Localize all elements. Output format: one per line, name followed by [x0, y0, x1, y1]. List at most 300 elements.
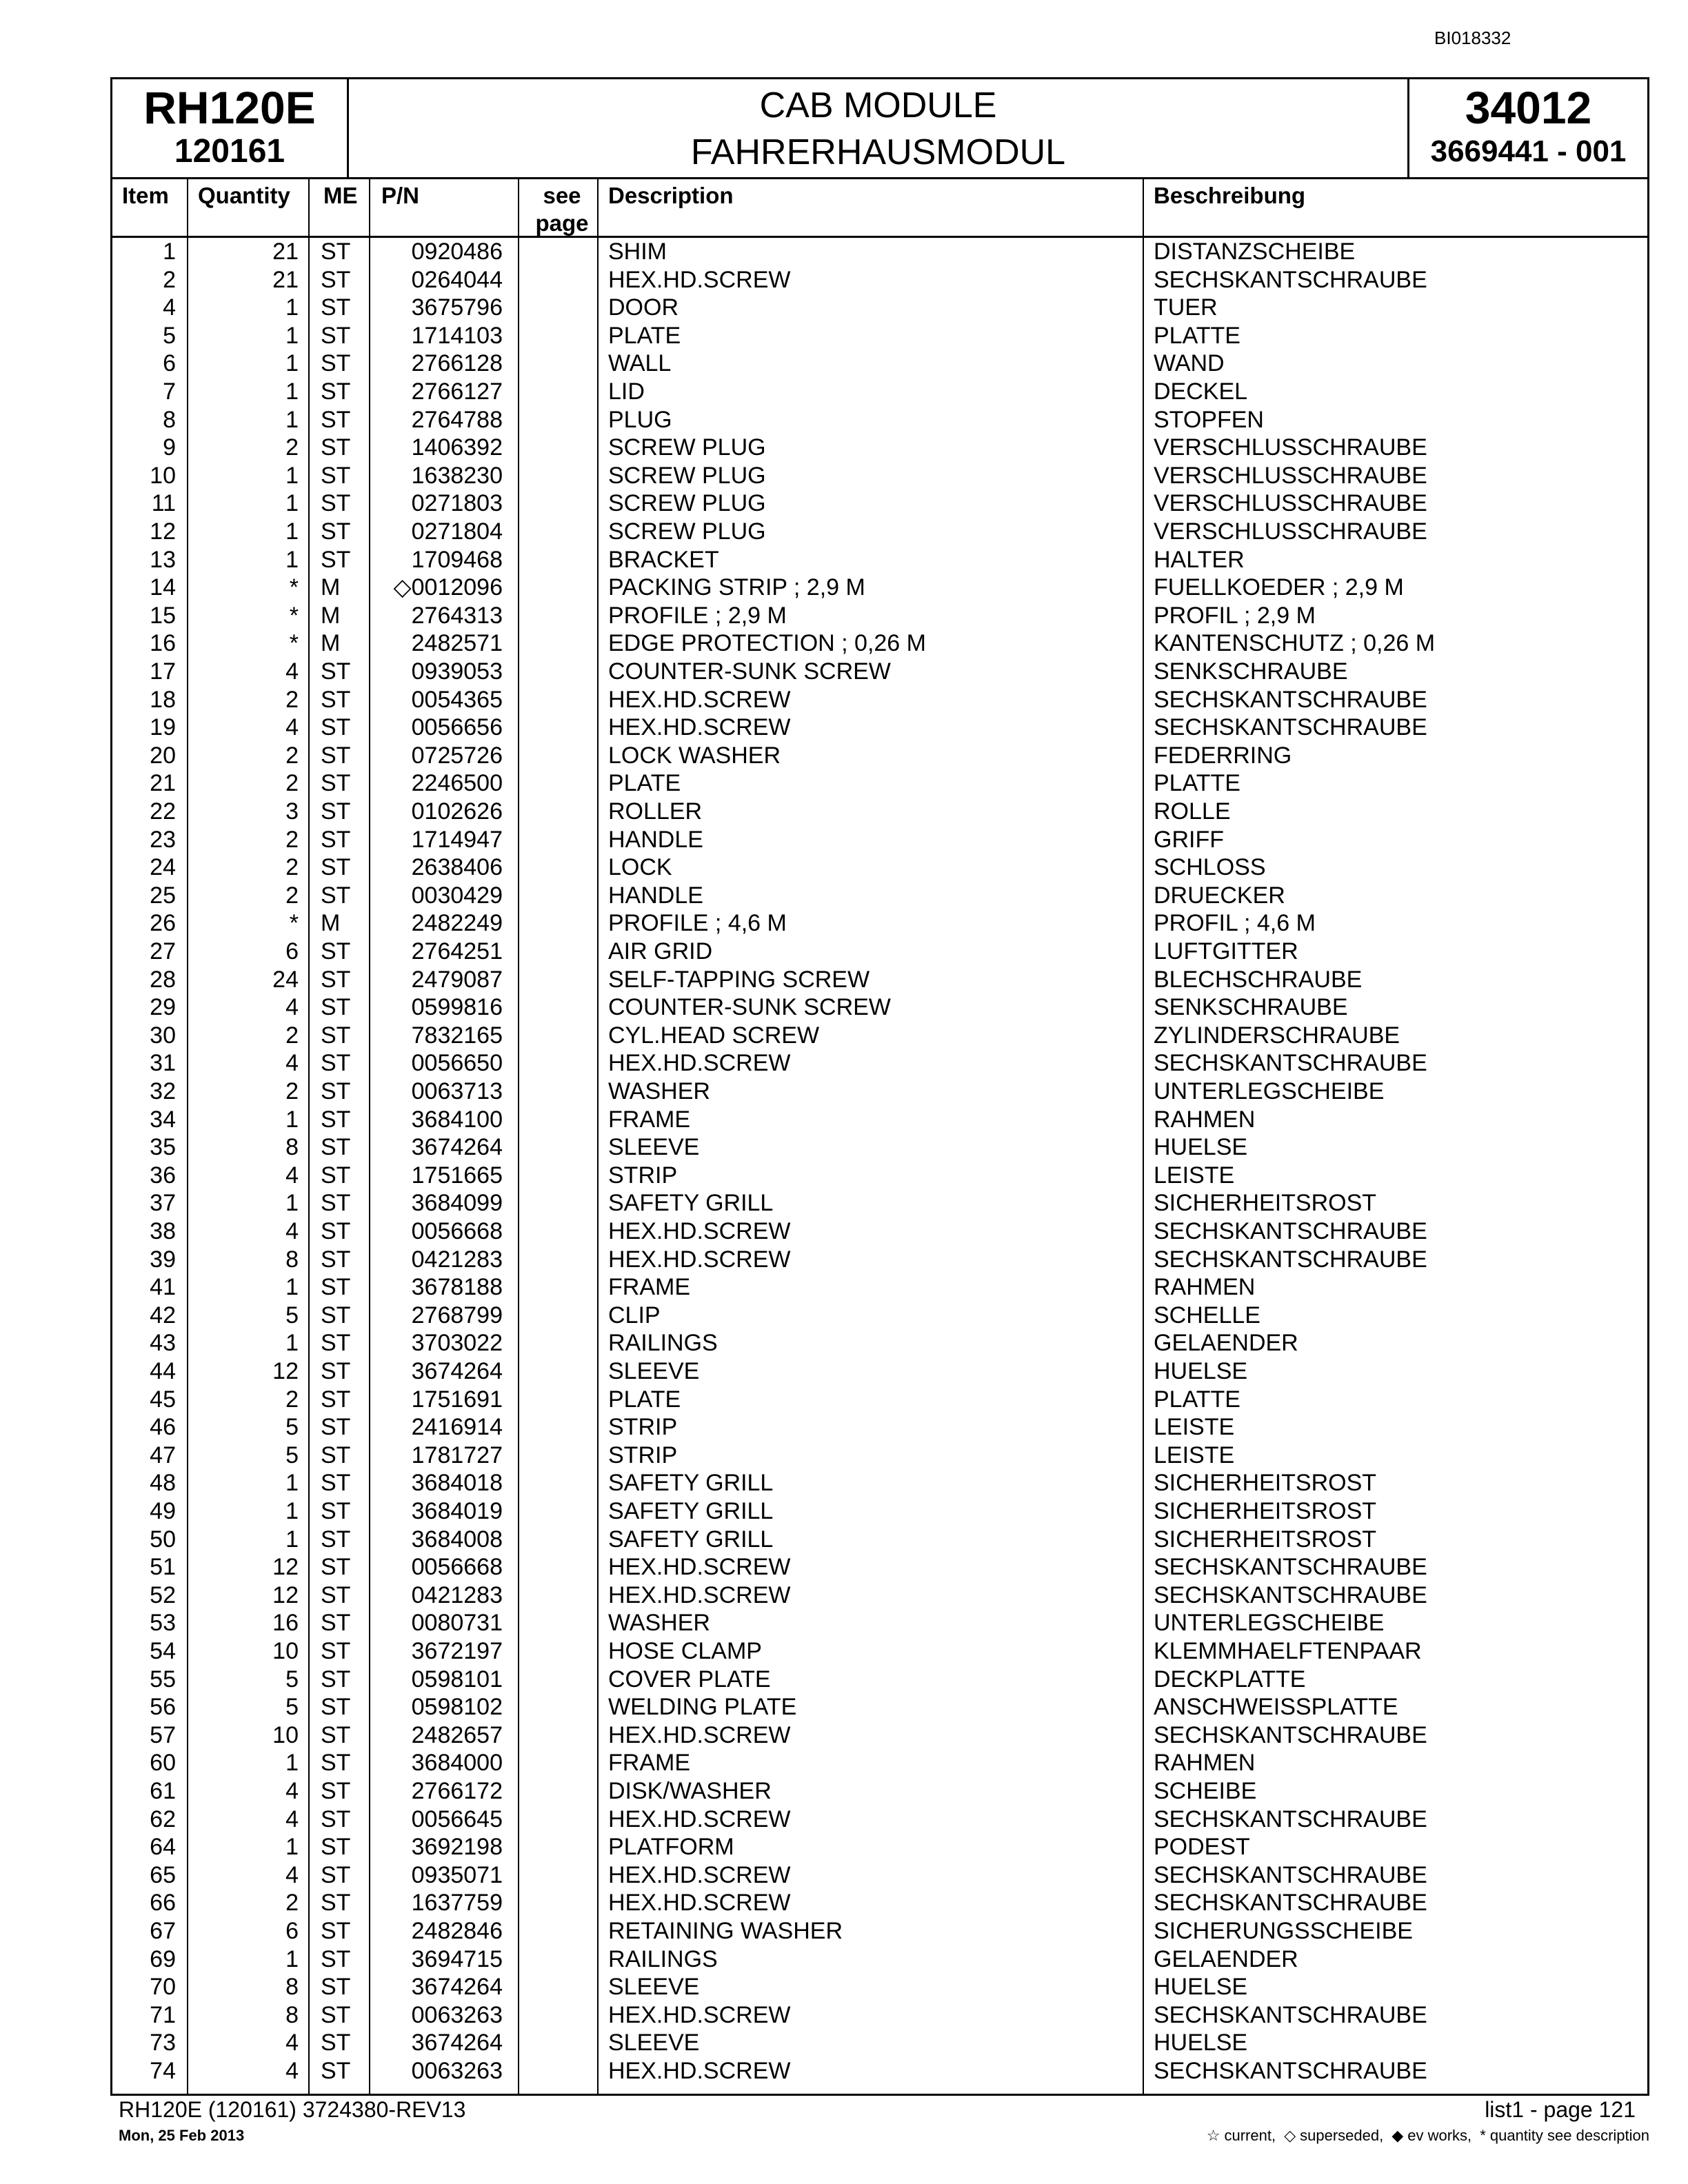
cell-pn: 0063263 — [411, 2001, 503, 2028]
cell-description: HEX.HD.SCREW — [608, 1721, 791, 1748]
table-row — [112, 853, 1647, 882]
cell-beschreibung: SECHSKANTSCHRAUBE — [1154, 686, 1427, 713]
cell-pn: 0264044 — [411, 266, 503, 293]
cell-pn: 0939053 — [411, 658, 503, 685]
cell-me: ST — [321, 378, 351, 405]
header-pn: P/N — [381, 183, 420, 208]
cell-me: ST — [321, 1834, 351, 1861]
table-row — [112, 1693, 1647, 1721]
cell-quantity: 5 — [285, 1414, 299, 1441]
cell-beschreibung: SECHSKANTSCHRAUBE — [1154, 1581, 1427, 1608]
cell-pn: 0271803 — [411, 490, 503, 517]
cell-beschreibung: SECHSKANTSCHRAUBE — [1154, 1218, 1427, 1244]
cell-pn: 0920486 — [411, 239, 503, 265]
cell-me: ST — [321, 266, 351, 293]
table-row — [112, 1217, 1647, 1246]
cell-quantity: 6 — [285, 938, 299, 964]
cell-beschreibung: SECHSKANTSCHRAUBE — [1154, 1050, 1427, 1077]
footer-document-reference: RH120E (120161) 3724380-REV13 — [119, 2097, 466, 2122]
cell-item: 69 — [150, 1945, 176, 1972]
table-row — [112, 1022, 1647, 1050]
cell-quantity: 2 — [285, 854, 299, 881]
cell-description: HEX.HD.SCREW — [608, 1218, 791, 1244]
cell-me: ST — [321, 1638, 351, 1664]
cell-quantity: 4 — [285, 714, 299, 741]
cell-description: SHIM — [608, 239, 667, 265]
cell-item: 44 — [150, 1358, 176, 1384]
cell-pn: 0056645 — [411, 1806, 503, 1832]
cell-description: LOCK WASHER — [608, 742, 781, 769]
cell-description: HEX.HD.SCREW — [608, 2058, 791, 2084]
table-row — [112, 1497, 1647, 1526]
cell-me: ST — [321, 1190, 351, 1217]
table-row — [112, 378, 1647, 406]
cell-pn: 0102626 — [411, 798, 503, 825]
cell-me: M — [321, 910, 341, 937]
cell-pn: 2766127 — [411, 378, 503, 405]
table-row — [112, 1861, 1647, 1890]
cell-item: 50 — [150, 1526, 176, 1553]
table-row — [112, 350, 1647, 378]
cell-quantity: 4 — [285, 1861, 299, 1888]
cell-description: STRIP — [608, 1442, 678, 1468]
cell-item: 12 — [150, 518, 176, 545]
cell-description: HEX.HD.SCREW — [608, 1581, 791, 1608]
cell-me: ST — [321, 239, 351, 265]
table-row — [112, 658, 1647, 686]
cell-item: 42 — [150, 1302, 176, 1328]
cell-me: ST — [321, 2058, 351, 2084]
table-row — [112, 1302, 1647, 1330]
cell-quantity: 12 — [272, 1358, 299, 1384]
cell-description: HEX.HD.SCREW — [608, 1890, 791, 1917]
cell-pn: 1751665 — [411, 1162, 503, 1189]
cell-quantity: 1 — [285, 1274, 299, 1301]
table-row — [112, 1442, 1647, 1470]
cell-me: ST — [321, 798, 351, 825]
cell-item: 66 — [150, 1890, 176, 1917]
cell-quantity: 4 — [285, 2030, 299, 2056]
cell-beschreibung: PLATTE — [1154, 322, 1240, 349]
cell-item: 22 — [150, 798, 176, 825]
cell-description: HEX.HD.SCREW — [608, 266, 791, 293]
cell-pn: 3684018 — [411, 1470, 503, 1497]
cell-me: ST — [321, 994, 351, 1021]
table-row — [112, 1413, 1647, 1442]
table-row — [112, 742, 1647, 770]
legend-ev-works: ev works, — [1407, 2127, 1472, 2144]
cell-quantity: 1 — [285, 1106, 299, 1133]
cell-item: 49 — [150, 1498, 176, 1524]
cell-me: ST — [321, 1078, 351, 1104]
table-row — [112, 406, 1647, 434]
cell-pn: 2482846 — [411, 1918, 503, 1944]
cell-beschreibung: PLATTE — [1154, 770, 1240, 797]
cell-item: 37 — [150, 1190, 176, 1217]
header-description: Description — [608, 183, 734, 208]
cell-quantity: 1 — [285, 294, 299, 321]
cell-beschreibung: STOPFEN — [1154, 406, 1264, 433]
cell-quantity: 1 — [285, 1330, 299, 1357]
cell-pn: 2768799 — [411, 1302, 503, 1328]
group-number: 34012 — [1465, 82, 1592, 133]
cell-me: ST — [321, 1861, 351, 1888]
cell-beschreibung: SECHSKANTSCHRAUBE — [1154, 1806, 1427, 1832]
title-english: CAB MODULE — [759, 85, 997, 125]
cell-item: 38 — [150, 1218, 176, 1244]
cell-beschreibung: ROLLE — [1154, 798, 1231, 825]
cell-description: PLUG — [608, 406, 672, 433]
cell-pn: 2482657 — [411, 1721, 503, 1748]
cell-quantity: 1 — [285, 546, 299, 573]
cell-description: SCREW PLUG — [608, 462, 766, 489]
header-see-page — [528, 179, 596, 236]
cell-quantity: 4 — [285, 1050, 299, 1077]
cell-me: ST — [321, 1470, 351, 1497]
header-me: ME — [323, 183, 358, 208]
cell-item: 39 — [150, 1246, 176, 1273]
cell-beschreibung: VERSCHLUSSCHRAUBE — [1154, 434, 1427, 461]
cell-me: M — [321, 602, 341, 629]
cell-me: ST — [321, 1218, 351, 1244]
cell-pn: 0056668 — [411, 1554, 503, 1581]
cell-item: 1 — [163, 239, 176, 265]
cell-quantity: 21 — [272, 266, 299, 293]
cell-item: 47 — [150, 1442, 176, 1468]
cell-me: ST — [321, 742, 351, 769]
table-row — [112, 1553, 1647, 1581]
cell-beschreibung: DECKEL — [1154, 378, 1248, 405]
cell-description: SAFETY GRILL — [608, 1190, 774, 1217]
cell-me: ST — [321, 1694, 351, 1721]
cell-me: ST — [321, 1526, 351, 1553]
table-row — [112, 1049, 1647, 1078]
cell-beschreibung: HUELSE — [1154, 1974, 1248, 2001]
cell-item: 20 — [150, 742, 176, 769]
cell-item: 54 — [150, 1638, 176, 1664]
cell-pn: 2482249 — [411, 910, 503, 937]
cell-item: 61 — [150, 1778, 176, 1804]
cell-beschreibung: SECHSKANTSCHRAUBE — [1154, 1554, 1427, 1581]
cell-quantity: 8 — [285, 1974, 299, 2001]
cell-description: SAFETY GRILL — [608, 1498, 774, 1524]
cell-me: ST — [321, 1134, 351, 1161]
cell-beschreibung: SICHERUNGSSCHEIBE — [1154, 1918, 1413, 1944]
cell-quantity: 10 — [272, 1721, 299, 1748]
table-row — [112, 826, 1647, 854]
cell-me: ST — [321, 1610, 351, 1637]
cell-pn: 1406392 — [411, 434, 503, 461]
cell-pn: 3678188 — [411, 1274, 503, 1301]
cell-me: ST — [321, 462, 351, 489]
cell-description: HEX.HD.SCREW — [608, 1554, 791, 1581]
cell-beschreibung: FUELLKOEDER ; 2,9 M — [1154, 574, 1404, 601]
cell-me: ST — [321, 1721, 351, 1748]
cell-pn: 3672197 — [411, 1638, 503, 1664]
cell-beschreibung: SECHSKANTSCHRAUBE — [1154, 1246, 1427, 1273]
cell-item: 30 — [150, 1022, 176, 1049]
cell-pn: 3684000 — [411, 1750, 503, 1777]
cell-item: 21 — [150, 770, 176, 797]
cell-beschreibung: LEISTE — [1154, 1414, 1235, 1441]
cell-item: 16 — [150, 630, 176, 657]
table-row — [112, 909, 1647, 938]
cell-me: ST — [321, 686, 351, 713]
cell-description: PROFILE ; 4,6 M — [608, 910, 787, 937]
cell-description: CYL.HEAD SCREW — [608, 1022, 820, 1049]
cell-item: 18 — [150, 686, 176, 713]
cell-description: HEX.HD.SCREW — [608, 686, 791, 713]
table-row — [112, 1609, 1647, 1637]
table-row — [112, 2029, 1647, 2057]
cell-beschreibung: DECKPLATTE — [1154, 1666, 1306, 1692]
cell-me: ST — [321, 1778, 351, 1804]
cell-me: ST — [321, 1554, 351, 1581]
cell-description: PROFILE ; 2,9 M — [608, 602, 787, 629]
cell-item: 36 — [150, 1162, 176, 1189]
table-row — [112, 294, 1647, 322]
cell-description: LOCK — [608, 854, 672, 881]
header-item: Item — [122, 183, 169, 208]
cell-description: SLEEVE — [608, 1134, 700, 1161]
cell-quantity: 4 — [285, 1162, 299, 1189]
cell-description: HEX.HD.SCREW — [608, 1246, 791, 1273]
table-row — [112, 1357, 1647, 1386]
cell-quantity: 1 — [285, 490, 299, 517]
cell-pn: 0598101 — [411, 1666, 503, 1692]
table-row — [112, 1637, 1647, 1666]
table-row — [112, 266, 1647, 294]
header — [112, 79, 1647, 179]
cell-description: FRAME — [608, 1750, 690, 1777]
cell-pn: 3692198 — [411, 1834, 503, 1861]
cell-item: 71 — [150, 2001, 176, 2028]
cell-quantity: 1 — [285, 1834, 299, 1861]
cell-quantity: 16 — [272, 1610, 299, 1637]
cell-item: 35 — [150, 1134, 176, 1161]
cell-pn: 3684019 — [411, 1498, 503, 1524]
cell-item: 7 — [163, 378, 176, 405]
cell-quantity: 2 — [285, 1078, 299, 1104]
cell-beschreibung: TUER — [1154, 294, 1218, 321]
cell-quantity: 4 — [285, 658, 299, 685]
legend-superseded: superseded, — [1300, 2127, 1384, 2144]
cell-beschreibung: SICHERHEITSROST — [1154, 1190, 1377, 1217]
cell-pn: 3674264 — [411, 1134, 503, 1161]
table-row — [112, 1246, 1647, 1274]
cell-description: BRACKET — [608, 546, 719, 573]
cell-item: 45 — [150, 1386, 176, 1413]
cell-pn: 0725726 — [411, 742, 503, 769]
cell-description: PLATE — [608, 770, 681, 797]
cell-item: 15 — [150, 602, 176, 629]
cell-beschreibung: DISTANZSCHEIBE — [1154, 239, 1356, 265]
cell-me: ST — [321, 518, 351, 545]
cell-pn: 0056650 — [411, 1050, 503, 1077]
cell-me: ST — [321, 1442, 351, 1468]
cell-pn: 2764788 — [411, 406, 503, 433]
cell-description: CLIP — [608, 1302, 661, 1328]
header-see: see — [543, 183, 581, 208]
footer-page-info: list1 - page 121 — [1485, 2097, 1636, 2122]
cell-quantity: 3 — [285, 798, 299, 825]
cell-me: ST — [321, 1302, 351, 1328]
table-row — [112, 1806, 1647, 1834]
cell-item: 53 — [150, 1610, 176, 1637]
cell-quantity: 8 — [285, 1134, 299, 1161]
cell-me: ST — [321, 1050, 351, 1077]
cell-item: 55 — [150, 1666, 176, 1692]
cell-beschreibung: PROFIL ; 2,9 M — [1154, 602, 1316, 629]
table-row — [112, 2057, 1647, 2085]
table-row — [112, 1666, 1647, 1694]
cell-me: ST — [321, 1498, 351, 1524]
cell-description: SLEEVE — [608, 2030, 700, 2056]
cell-item: 43 — [150, 1330, 176, 1357]
cell-me: ST — [321, 1162, 351, 1189]
cell-beschreibung: HALTER — [1154, 546, 1245, 573]
table-row — [112, 1945, 1647, 1974]
cell-beschreibung: WAND — [1154, 350, 1225, 377]
cell-description: EDGE PROTECTION ; 0,26 M — [608, 630, 926, 657]
table-row — [112, 1133, 1647, 1162]
cell-beschreibung: SECHSKANTSCHRAUBE — [1154, 2001, 1427, 2028]
cell-pn: 0598102 — [411, 1694, 503, 1721]
cell-pn: ◇0012096 — [393, 574, 503, 601]
cell-beschreibung: GELAENDER — [1154, 1945, 1298, 1972]
cell-pn: 1709468 — [411, 546, 503, 573]
cell-item: 34 — [150, 1106, 176, 1133]
cell-description: RAILINGS — [608, 1945, 718, 1972]
cell-pn: 2246500 — [411, 770, 503, 797]
cell-me: M — [321, 574, 341, 601]
cell-pn: 0271804 — [411, 518, 503, 545]
cell-item: 65 — [150, 1861, 176, 1888]
cell-pn: 3703022 — [411, 1330, 503, 1357]
cell-quantity: 1 — [285, 462, 299, 489]
cell-pn: 3694715 — [411, 1945, 503, 1972]
cell-item: 6 — [163, 350, 176, 377]
cell-beschreibung: ZYLINDERSCHRAUBE — [1154, 1022, 1400, 1049]
cell-me: ST — [321, 826, 351, 853]
cell-pn: 0063263 — [411, 2058, 503, 2084]
cell-quantity: * — [289, 574, 299, 601]
cell-beschreibung: DRUECKER — [1154, 882, 1285, 909]
cell-quantity: 6 — [285, 1918, 299, 1944]
cell-item: 52 — [150, 1581, 176, 1608]
cell-item: 17 — [150, 658, 176, 685]
cell-beschreibung: LEISTE — [1154, 1162, 1235, 1189]
cell-description: AIR GRID — [608, 938, 713, 964]
cell-item: 46 — [150, 1414, 176, 1441]
cell-beschreibung: KANTENSCHUTZ ; 0,26 M — [1154, 630, 1436, 657]
cell-beschreibung: SCHEIBE — [1154, 1778, 1257, 1804]
cell-quantity: 4 — [285, 994, 299, 1021]
cell-description: SAFETY GRILL — [608, 1526, 774, 1553]
cell-description: COUNTER-SUNK SCREW — [608, 994, 891, 1021]
cell-beschreibung: SCHLOSS — [1154, 854, 1266, 881]
cell-quantity: 2 — [285, 686, 299, 713]
cell-quantity: 1 — [285, 378, 299, 405]
cell-quantity: 10 — [272, 1638, 299, 1664]
table-row — [112, 1189, 1647, 1217]
cell-quantity: 1 — [285, 406, 299, 433]
cell-item: 5 — [163, 322, 176, 349]
cell-pn: 0080731 — [411, 1610, 503, 1637]
cell-quantity: 1 — [285, 1526, 299, 1553]
cell-description: PLATFORM — [608, 1834, 734, 1861]
cell-description: WASHER — [608, 1610, 710, 1637]
cell-me: ST — [321, 1806, 351, 1832]
cell-item: 23 — [150, 826, 176, 853]
cell-quantity: * — [289, 630, 299, 657]
cell-quantity: 4 — [285, 1218, 299, 1244]
legend — [1203, 2127, 1649, 2145]
serial-number: 120161 — [174, 133, 285, 170]
cell-item: 32 — [150, 1078, 176, 1104]
cell-quantity: 4 — [285, 1778, 299, 1804]
cell-me: ST — [321, 294, 351, 321]
cell-quantity: 24 — [272, 966, 299, 993]
table-row — [112, 769, 1647, 798]
cell-quantity: 2 — [285, 826, 299, 853]
table-row — [112, 714, 1647, 742]
cell-item: 51 — [150, 1554, 176, 1581]
cell-item: 41 — [150, 1274, 176, 1301]
cell-item: 57 — [150, 1721, 176, 1748]
cell-me: M — [321, 630, 341, 657]
cell-item: 8 — [163, 406, 176, 433]
table-row — [112, 1526, 1647, 1554]
cell-beschreibung: UNTERLEGSCHEIBE — [1154, 1610, 1385, 1637]
cell-quantity: 4 — [285, 1806, 299, 1832]
table-row — [112, 518, 1647, 546]
cell-beschreibung: SECHSKANTSCHRAUBE — [1154, 1721, 1427, 1748]
cell-pn: 2764313 — [411, 602, 503, 629]
cell-item: 27 — [150, 938, 176, 964]
cell-item: 56 — [150, 1694, 176, 1721]
cell-pn: 3674264 — [411, 1974, 503, 2001]
cell-pn: 1781727 — [411, 1442, 503, 1468]
table-row — [112, 238, 1647, 266]
cell-quantity: 2 — [285, 742, 299, 769]
cell-beschreibung: SICHERHEITSROST — [1154, 1470, 1377, 1497]
cell-beschreibung: RAHMEN — [1154, 1274, 1256, 1301]
table-row — [112, 546, 1647, 574]
cell-description: RAILINGS — [608, 1330, 718, 1357]
cell-beschreibung: LEISTE — [1154, 1442, 1235, 1468]
cell-me: ST — [321, 322, 351, 349]
cell-pn: 1638230 — [411, 462, 503, 489]
cell-beschreibung: SECHSKANTSCHRAUBE — [1154, 2058, 1427, 2084]
cell-item: 11 — [151, 490, 176, 517]
cell-description: PLATE — [608, 1386, 681, 1413]
cell-quantity: 2 — [285, 1022, 299, 1049]
cell-quantity: 1 — [285, 322, 299, 349]
model-number: RH120E — [143, 82, 316, 133]
cell-description: WELDING PLATE — [608, 1694, 797, 1721]
cell-beschreibung: SENKSCHRAUBE — [1154, 994, 1348, 1021]
table-row — [112, 1273, 1647, 1302]
cell-beschreibung: KLEMMHAELFTENPAAR — [1154, 1638, 1422, 1664]
cell-me: ST — [321, 1386, 351, 1413]
cell-pn: 0030429 — [411, 882, 503, 909]
cell-item: 64 — [150, 1834, 176, 1861]
cell-me: ST — [321, 1918, 351, 1944]
cell-quantity: 1 — [285, 1945, 299, 1972]
cell-beschreibung: SCHELLE — [1154, 1302, 1260, 1328]
cell-beschreibung: SECHSKANTSCHRAUBE — [1154, 266, 1427, 293]
